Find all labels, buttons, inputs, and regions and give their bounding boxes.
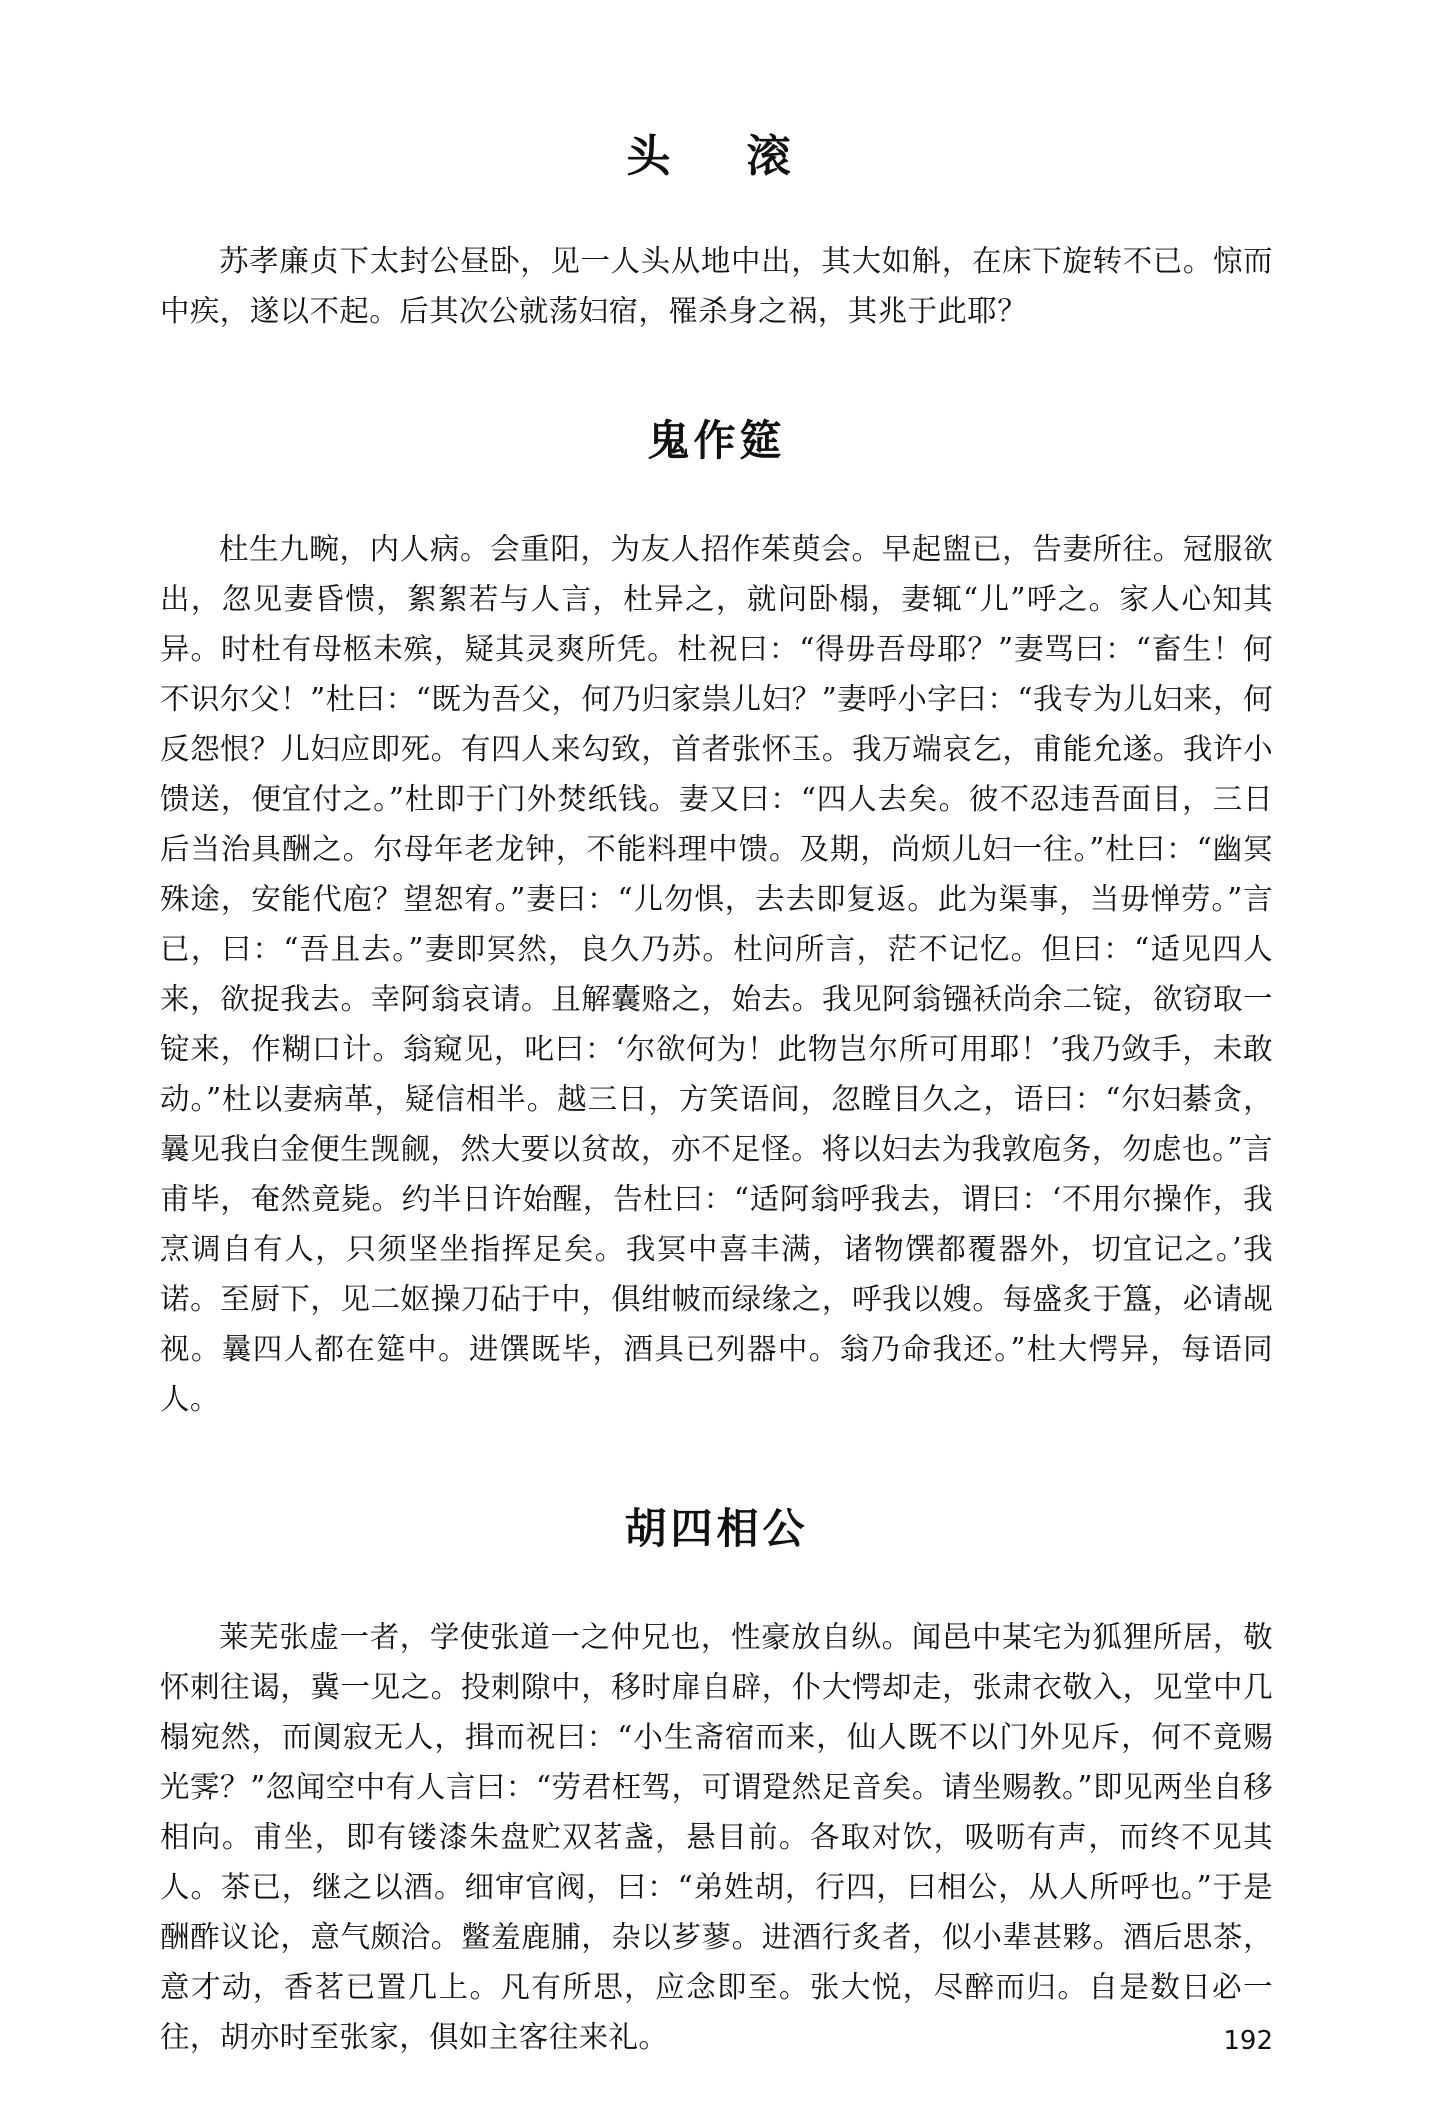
paragraph: 杜生九畹，内人病。会重阳，为友人招作茱萸会。早起盥已，告妻所往。冠服欲出，忽见妻昏愦，絮絮若与人言，杜异之，就问卧榻，妻辄“儿”呼之。家人心知其异。时杜有母柩未殡，疑其灵爽所凭。杜祝曰：“得毋吾母耶？”妻骂曰：“畜生！何不识尔父！”杜曰：“既为吾父，何乃归家祟儿妇？”妻呼小字曰：“我专为儿妇来，何反怨恨？儿妇应即死。有四人来勾致，首者张怀玉。我万端哀乞，甫能允遂。我许小馈送，便宜付之。”杜即于门外焚纸钱。妻又曰：“四人去矣。彼不忍违吾面目，三日后当治具酬之。尔母年老龙钟，不能料理中馈。及期，尚烦儿妇一往。”杜曰：“幽冥殊途，安能代庖？望恕宥。”妻曰：“儿勿惧，去去即复返。此为渠事，当毋惮劳。”言已，曰：“吾且去。”妻即冥然，良久乃苏。杜问所言，茫不记忆。但曰：“适见四人来，欲捉我去。幸阿翁哀请。且解囊赂之，始去。我见阿翁镪袄尚余二锭，欲窃取一锭来，作糊口计。翁窥见，叱曰：‘尔欲何为！此物岂尔所可用耶！’我乃敛手，未敢动。”杜以妻病革，疑信相半。越三日，方笑语间，忽瞠目久之，语曰：“尔妇綦贪，曩见我白金便生觊觎，然大要以贫故，亦不足怪。将以妇去为我敦庖务，勿虑也。”言甫毕，奄然竟毙。约半日许始醒，告杜曰：“适阿翁呼我去，谓曰：‘不用尔操作，我烹调自有人，只须坚坐指挥足矣。我冥中喜丰满，诸物馔都覆器外，切宜记之。’我诺。至厨下，见二妪操刀砧于中，俱绀帔而绿缘之，呼我以嫂。每盛炙于簋，必请觇视。曩四人都在筵中。进馔既毕，酒具已列器中。翁乃命我还。”杜大愕异，每语同人。: [160, 532, 1273, 1416]
paragraph: 苏孝廉贞下太封公昼卧，见一人头从地中出，其大如斛，在床下旋转不已。惊而中疾，遂以不起。后其次公就荡妇宿，罹杀身之祸，其兆于此耶？: [160, 244, 1273, 328]
section-heading-gui-zuo-yan: 鬼作筵: [647, 416, 786, 465]
page-number: 192: [1223, 2026, 1273, 2056]
section-heading-hu-si-xiang-gong: 胡四相公: [624, 1504, 809, 1553]
section-heading-tou-gun: 头 滚: [626, 131, 807, 182]
paragraph: 莱芜张虚一者，学使张道一之仲兄也，性豪放自纵。闻邑中某宅为狐狸所居，敬怀刺往谒，冀一见之。投刺隙中，移时扉自辟，仆大愕却走，张肃衣敬入，见堂中几榻宛然，而阒寂无人，揖而祝曰：“小生斋宿而来，仙人既不以门外见斥，何不竟赐光霁？”忽闻空中有人言曰：“劳君枉驾，可谓跫然足音矣。请坐赐教。”即见两坐自移相向。甫坐，即有镂漆朱盘贮双茗盏，悬目前。各取对饮，吸呖有声，而终不见其人。茶已，继之以酒。细审官阀，曰：“弟姓胡，行四，曰相公，从人所呼也。”于是酬酢议论，意气颇洽。鳖羞鹿脯，杂以芗蓼。进酒行炙者，似小辈甚夥。酒后思茶，意才动，香茗已置几上。凡有所思，应念即至。张大悦，尽醉而归。自是数日必一往，胡亦时至张家，俱如主客往来礼。: [160, 1620, 1273, 2054]
